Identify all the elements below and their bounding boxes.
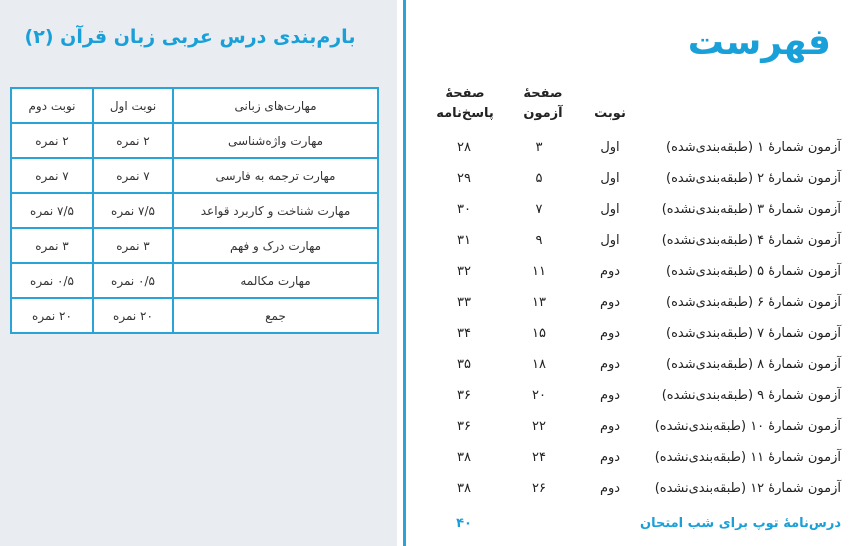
toc-row[interactable] [412, 322, 849, 348]
second-score-cell: ۷/۵ نمره [11, 193, 93, 228]
exam-name: آزمون شمارهٔ ۳ (طبقه‌بندی‌نشده) [661, 202, 841, 217]
answer-page: ۳۶ [457, 388, 471, 403]
exam-page: ۲۴ [532, 450, 546, 465]
exam-name: آزمون شمارهٔ ۷ (طبقه‌بندی‌شده) [666, 326, 841, 341]
exam-turn: دوم [599, 264, 621, 279]
exam-name: آزمون شمارهٔ ۱۲ (طبقه‌بندی‌نشده) [654, 481, 841, 496]
header-turn: نوبت [594, 106, 626, 121]
skill-cell: مهارت واژه‌شناسی [173, 123, 378, 158]
exam-turn: اول [600, 171, 620, 186]
toc-row[interactable] [412, 198, 849, 224]
header-answer-page: صفحهٔ پاسخ‌نامه [436, 86, 494, 121]
answer-page: ۳۸ [457, 450, 471, 465]
header-first: نوبت اول [93, 88, 173, 123]
grading-row [11, 123, 378, 158]
exam-page: ۲۰ [532, 388, 546, 403]
exam-page: ۹ [535, 233, 543, 248]
grading-title: بارم‌بندی درس عربی زبان قرآن (۲) [24, 26, 356, 48]
answer-page: ۳۱ [457, 233, 471, 248]
exam-turn: دوم [599, 388, 621, 403]
exam-page: ۷ [535, 202, 543, 217]
exam-name: آزمون شمارهٔ ۱۰ (طبقه‌بندی‌نشده) [654, 419, 841, 434]
skill-cell: مهارت درک و فهم [173, 228, 378, 263]
toc-row[interactable] [412, 415, 849, 441]
exam-name: آزمون شمارهٔ ۹ (طبقه‌بندی‌نشده) [661, 388, 841, 403]
grading-table [10, 87, 379, 334]
answer-page: ۳۵ [457, 357, 471, 372]
second-score-cell: ۰/۵ نمره [11, 263, 93, 298]
exam-page: ۵ [535, 171, 543, 186]
answer-page: ۳۳ [457, 295, 471, 310]
exam-turn: دوم [599, 419, 621, 434]
exam-page: ۱۱ [532, 264, 546, 279]
toc-row[interactable] [412, 291, 849, 317]
toc-row[interactable] [412, 229, 849, 255]
toc-row[interactable] [412, 167, 849, 193]
grading-row [11, 158, 378, 193]
toc-row[interactable] [412, 384, 849, 410]
toc-row[interactable] [412, 446, 849, 472]
grading-row [11, 228, 378, 263]
spine-divider [403, 0, 406, 546]
toc-row[interactable] [412, 477, 849, 503]
second-score-cell: ۳ نمره [11, 228, 93, 263]
header-exam-page: صفحهٔ آزمون [523, 86, 563, 121]
exam-name: آزمون شمارهٔ ۲ (طبقه‌بندی‌شده) [666, 171, 841, 186]
exam-turn: دوم [599, 326, 621, 341]
answer-page: ۳۶ [457, 419, 471, 434]
answer-page: ۲۸ [457, 140, 471, 155]
first-score-cell: ۰/۵ نمره [93, 263, 173, 298]
answer-page: ۲۹ [457, 171, 471, 186]
exam-turn: دوم [599, 450, 621, 465]
grading-row [11, 263, 378, 298]
exam-page: ۱۸ [532, 357, 546, 372]
exam-turn: اول [600, 140, 620, 155]
first-score-cell: ۲۰ نمره [93, 298, 173, 333]
toc-row[interactable] [412, 353, 849, 379]
answer-page: ۳۰ [457, 202, 471, 217]
exam-turn: اول [600, 233, 620, 248]
answer-page: ۳۸ [457, 481, 471, 496]
first-score-cell: ۷ نمره [93, 158, 173, 193]
skill-cell: مهارت شناخت و کاربرد قواعد [173, 193, 378, 228]
exam-page: ۱۳ [532, 295, 546, 310]
exam-name: آزمون شمارهٔ ۸ (طبقه‌بندی‌شده) [666, 357, 841, 372]
first-score-cell: ۳ نمره [93, 228, 173, 263]
answer-page: ۳۴ [457, 326, 471, 341]
skill-cell: مهارت ترجمه به فارسی [173, 158, 378, 193]
second-score-cell: ۲۰ نمره [11, 298, 93, 333]
exam-name: آزمون شمارهٔ ۴ (طبقه‌بندی‌نشده) [661, 233, 841, 248]
footer-answer-page: ۴۰ [456, 516, 472, 531]
grading-row [11, 193, 378, 228]
grading-header-row [11, 88, 378, 123]
header-second: نوبت دوم [11, 88, 93, 123]
second-score-cell: ۲ نمره [11, 123, 93, 158]
toc-row[interactable] [412, 260, 849, 286]
toc-row[interactable] [412, 136, 849, 162]
toc-title: فهرست [687, 22, 831, 63]
exam-page: ۳ [535, 140, 543, 155]
second-score-cell: ۷ نمره [11, 158, 93, 193]
exam-turn: دوم [599, 481, 621, 496]
exam-page: ۱۵ [532, 326, 546, 341]
exam-turn: دوم [599, 357, 621, 372]
exam-name: آزمون شمارهٔ ۵ (طبقه‌بندی‌شده) [666, 264, 841, 279]
first-score-cell: ۲ نمره [93, 123, 173, 158]
exam-name: آزمون شمارهٔ ۱۱ (طبقه‌بندی‌نشده) [654, 450, 841, 465]
exam-name: آزمون شمارهٔ ۶ (طبقه‌بندی‌شده) [666, 295, 841, 310]
skill-cell: جمع [173, 298, 378, 333]
exam-name: آزمون شمارهٔ ۱ (طبقه‌بندی‌شده) [666, 140, 841, 155]
exam-turn: اول [600, 202, 620, 217]
answer-page: ۳۲ [457, 264, 471, 279]
toc-footer-row[interactable] [412, 512, 849, 538]
first-score-cell: ۷/۵ نمره [93, 193, 173, 228]
footer-name: درس‌نامهٔ توپ برای شب امتحان [639, 516, 841, 531]
grading-total-row [11, 298, 378, 333]
grading-page [0, 0, 397, 546]
exam-page: ۲۶ [532, 481, 546, 496]
skill-cell: مهارت مکالمه [173, 263, 378, 298]
exam-page: ۲۲ [532, 419, 546, 434]
exam-turn: دوم [599, 295, 621, 310]
header-skill: مهارت‌های زبانی [173, 88, 378, 123]
